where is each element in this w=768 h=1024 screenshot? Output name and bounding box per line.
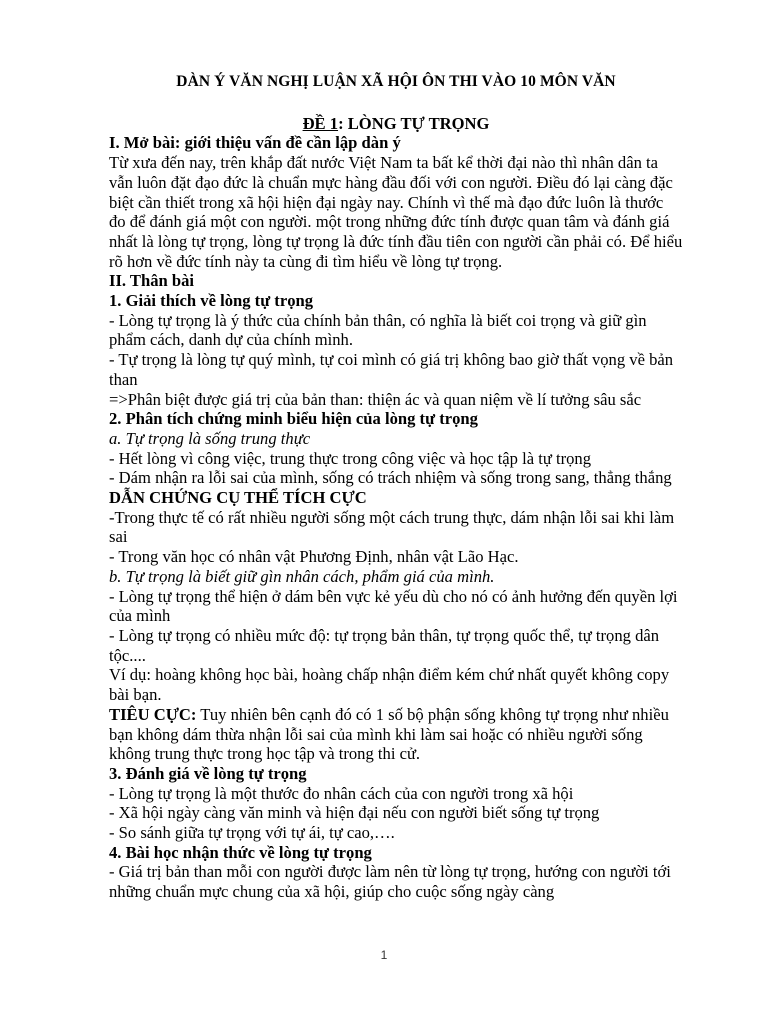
section-2a-line: - Dám nhận ra lỗi sai của mình, sống có trách nhiệm và sống trong sang, thẳng thắng (109, 468, 672, 488)
section-1-line: =>Phân biệt được giá trị của bản than: thiện ác và quan niệm về lí tưởng sâu sắc (109, 389, 642, 409)
topic-prefix: ĐỀ 1 (302, 113, 339, 133)
intro-heading: I. Mở bài: giới thiệu vấn đề cần lập dàn ý (109, 133, 401, 153)
body-heading: II. Thân bài (109, 271, 195, 291)
topic-rest: : LÒNG TỰ TRỌNG (338, 113, 490, 133)
negative-evidence-paragraph (109, 705, 683, 764)
positive-evidence-heading: DẪN CHỨNG CỤ THỂ TÍCH CỰC (109, 488, 367, 508)
section-3-line: - So sánh giữa tự trọng với tự ái, tự cao,…. (109, 823, 395, 843)
section-3-line: - Xã hội ngày càng văn minh và hiện đại nếu con người biết sống tự trọng (109, 803, 600, 823)
page-number: 1 (380, 948, 388, 962)
document-title: DÀN Ý VĂN NGHỊ LUẬN XÃ HỘI ÔN THI VÀO 10 MÔN VĂN (176, 73, 616, 90)
section-1-heading: 1. Giải thích về lòng tự trọng (109, 291, 314, 311)
section-1-line: - Tự trọng là lòng tự quý mình, tự coi mình có giá trị không bao giờ thất vọng về bản than (109, 350, 674, 389)
positive-evidence-line: -Trong thực tế có rất nhiều người sống một cách trung thực, dám nhận lỗi sai khi làm sai (109, 507, 675, 547)
section-4-line: - Giá trị bản than mỗi con người được làm nên từ lòng tự trọng, hướng con người tới những chuẩn mực chung của xã hội, giúp cho cuộc sống ngày càng (109, 862, 671, 902)
section-3-line: - Lòng tự trọng là một thước đo nhân cách của con người trong xã hội (109, 783, 574, 803)
section-2b-line: - Lòng tự trọng có nhiều mức độ: tự trọng bản thân, tự trọng quốc thể, tự trọng dân tộc.... (109, 625, 660, 665)
section-1-line: - Lòng tự trọng là ý thức của chính bản thân, có nghĩa là biết coi trọng và giữ gìn phẩm cách, danh dự của chính mình. (109, 310, 647, 350)
section-2-heading: 2. Phân tích chứng minh biểu hiện của lòng tự trọng (109, 409, 478, 429)
intro-text: Từ xưa đến nay, trên khắp đất nước Việt Nam ta bất kể thời đại nào thì nhân dân ta vẫn luôn đặt đạo đức là chuẩn mực hàng đầu đối với con người. Điều đó lại càng đặc biệt cần thiết trong xã hội hiện đại ngày nay. Chính vì thế mà đạo đức luôn là thước đo để đánh giá một con người. một trong những đức tính được quan tâm và đánh giá nhất là lòng tự trọng, lòng tự trọng là đức tính đầu tiên con người cần phải có. Để hiểu rõ hơn về đức tính này ta cùng đi tìm hiểu về lòng tự trọng. (109, 153, 683, 271)
negative-label: TIÊU CỰC: (109, 704, 197, 724)
positive-evidence-line: - Trong văn học có nhân vật Phương Định, nhân vật Lão Hạc. (109, 547, 519, 567)
negative-text: Tuy nhiên bên cạnh đó có 1 số bộ phận sống không tự trọng như nhiều bạn không dám thừa nhận lỗi sai của mình khi làm sai hoặc có nhiều người sống không trung thực trong học tập và trong thi cử. (109, 704, 669, 764)
section-2b-line: Ví dụ: hoàng không học bài, hoàng chấp nhận điểm kém chứ nhất quyết không copy bài bạn. (109, 665, 670, 705)
section-4-heading: 4. Bài học nhận thức về lòng tự trọng (109, 842, 372, 862)
section-2b-line: - Lòng tự trọng thể hiện ở dám bên vực kẻ yếu dù cho nó có ảnh hưởng đến quyền lợi của mình (109, 586, 678, 626)
section-2b-subheading: b. Tự trọng là biết giữ gìn nhân cách, phẩm giá của mình. (109, 566, 495, 586)
section-2a-line: - Hết lòng vì công việc, trung thực trong công việc và học tập là tự trọng (109, 448, 592, 468)
section-2a-subheading: a. Tự trọng là sống trung thực (109, 428, 311, 448)
topic-heading (109, 114, 683, 134)
document-page (109, 64, 683, 902)
section-3-heading: 3. Đánh giá về lòng tự trọng (109, 763, 307, 783)
